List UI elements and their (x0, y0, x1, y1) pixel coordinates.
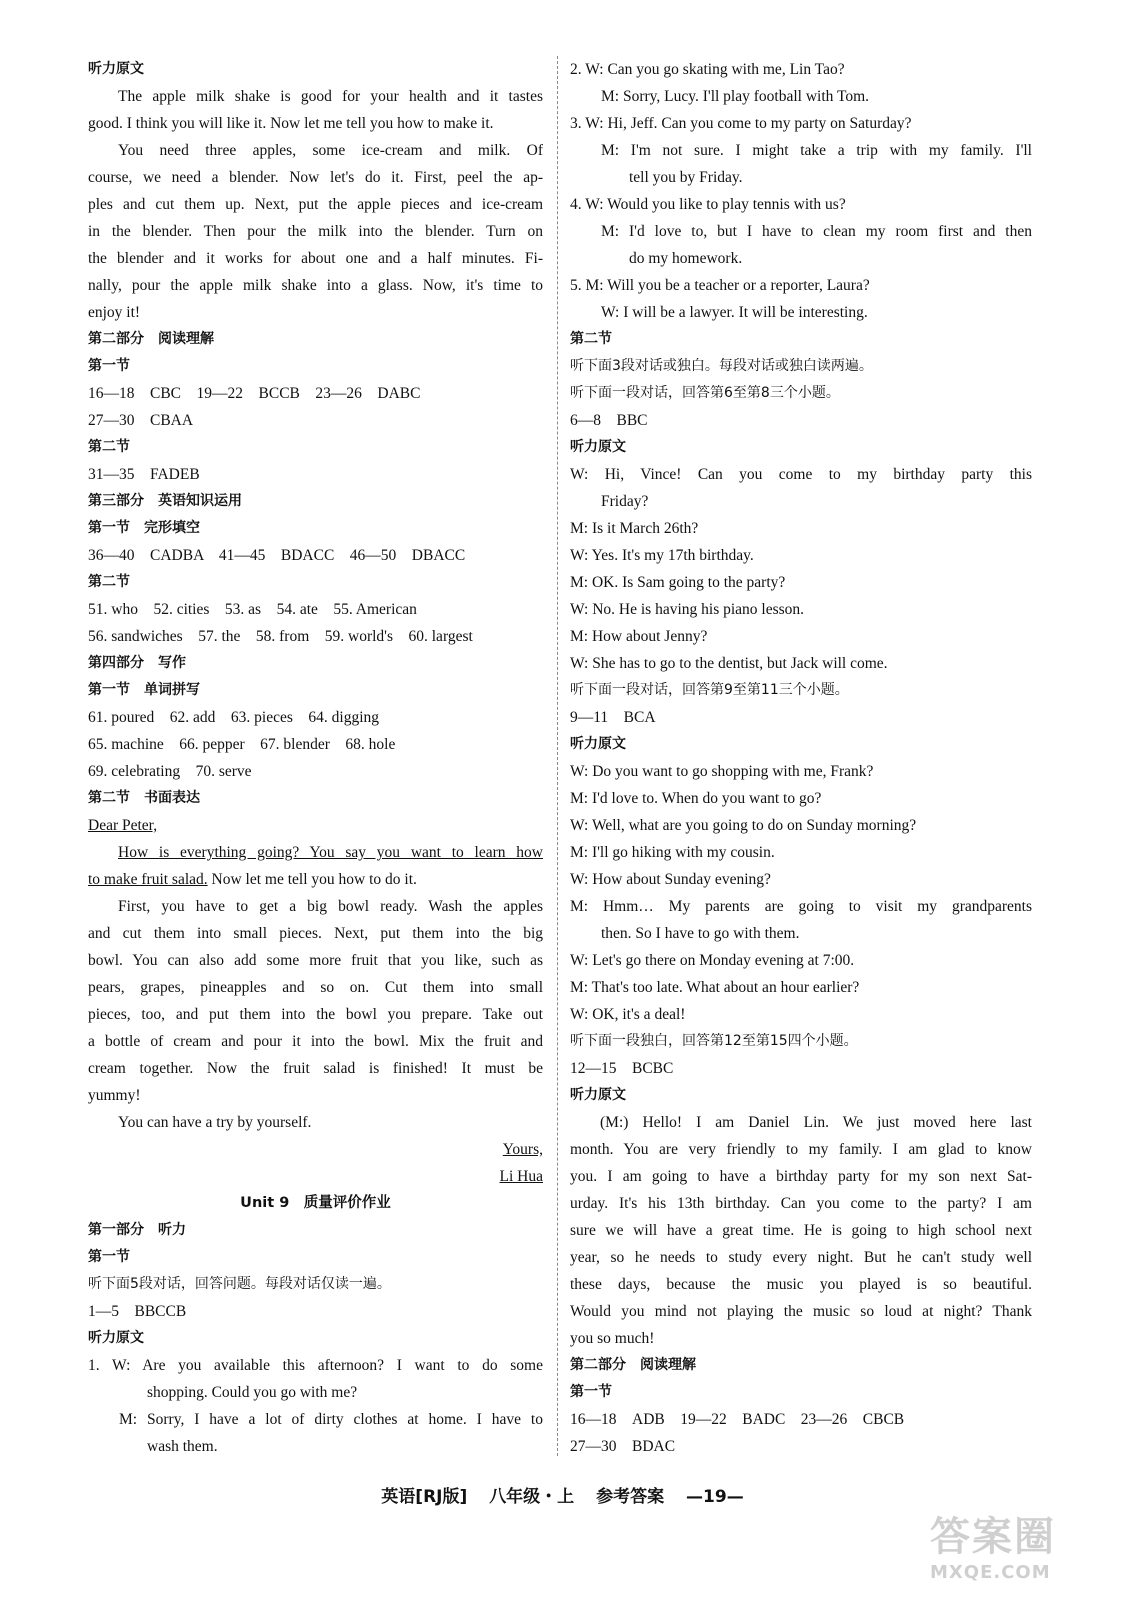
section-heading: 第二部分 阅读理解 (570, 1357, 696, 1373)
text-line: pieces, too, and put them into the bowl you prepare. Take out (88, 1006, 543, 1023)
text-line: 9—11 BCA (570, 709, 656, 726)
text-line: W: Let's go there on Monday evening at 7:00. (570, 952, 855, 969)
section-heading: 第四部分 写作 (88, 655, 186, 671)
section-heading: 听力原文 (570, 1087, 626, 1103)
text-line: M: I'd love to. When do you want to go? (570, 790, 822, 807)
text-line: 27—30 CBAA (88, 412, 194, 429)
text-line: then. So I have to go with them. (601, 925, 800, 942)
text-line: 5. M: Will you be a teacher or a reporter, Laura? (570, 277, 870, 294)
text-line: 61. poured 62. add 63. pieces 64. digging (88, 709, 380, 726)
text-line: month. You are very friendly to my family. I am glad to know (570, 1141, 1032, 1158)
section-heading: 第一节 (88, 358, 130, 374)
text-line: 1—5 BBCCB (88, 1303, 187, 1320)
section-heading: 听力原文 (570, 736, 626, 752)
text-line: W: I will be a lawyer. It will be interesting. (601, 304, 868, 321)
text-line: M: That's too late. What about an hour earlier? (570, 979, 860, 996)
text-line: W: How about Sunday evening? (570, 871, 771, 888)
text-line: (M:) Hello! I am Daniel Lin. We just moved here last (600, 1114, 1032, 1131)
text-line: M: Is it March 26th? (570, 520, 699, 537)
text-line: these days, because the music you played is so beautiful. (570, 1276, 1032, 1293)
text-line: 3. W: Hi, Jeff. Can you come to my party on Saturday? (570, 115, 912, 132)
text-line: W: Hi, Vince! Can you come to my birthday party this (570, 466, 1032, 483)
footer-page-number: —19— (686, 1487, 744, 1507)
text-line: ples and cut them up. Next, put the apple pieces and ice-cream (88, 196, 543, 213)
text-line: W: No. He is having his piano lesson. (570, 601, 805, 618)
instruction-line: 听下面一段对话，回答第6至第8三个小题。 (570, 385, 840, 401)
text-line: M: Sorry, I have a lot of dirty clothes at home. I have to (119, 1411, 543, 1428)
text-line: you. I am going to have a birthday party for my son next Sat- (570, 1168, 1032, 1185)
text-line: M: I'm not sure. I might take a trip with my family. I'll (601, 142, 1032, 159)
right-column (570, 56, 1032, 1460)
text-line: 16—18 CBC 19—22 BCCB 23—26 DABC (88, 385, 421, 402)
text-line: 4. W: Would you like to play tennis with us? (570, 196, 846, 213)
text-line: do my homework. (629, 250, 743, 267)
text-line: a bottle of cream and pour it into the bowl. Mix the fruit and (88, 1033, 543, 1050)
text-line: course, we need a blender. Now let's do it. First, peel the ap- (88, 169, 543, 186)
section-heading: 第二节 书面表达 (88, 790, 200, 806)
instruction-line: 听下面一段对话，回答第9至第11三个小题。 (570, 682, 849, 698)
text-line: Friday? (601, 493, 649, 510)
footer-label: 参考答案 (596, 1487, 665, 1507)
page-footer (0, 1482, 1125, 1507)
text-line: 2. W: Can you go skating with me, Lin Tao? (570, 61, 845, 78)
text-line: You can have a try by yourself. (118, 1114, 312, 1131)
text-line: 6—8 BBC (570, 412, 648, 429)
section-heading: 听力原文 (570, 439, 626, 455)
instruction-line: 听下面5段对话，回答问题。每段对话仅读一遍。 (88, 1276, 391, 1292)
text-line: 56. sandwiches 57. the 58. from 59. world's 60. largest (88, 628, 473, 645)
section-heading: 第一节 完形填空 (88, 520, 200, 536)
text-line: 16—18 ADB 19—22 BADC 23—26 CBCB (570, 1411, 905, 1428)
text-line: 12—15 BCBC (570, 1060, 674, 1077)
section-heading: 听力原文 (88, 1330, 144, 1346)
left-column (88, 56, 543, 1460)
text-line: shopping. Could you go with me? (147, 1384, 358, 1401)
text-line: year, so he needs to study every night. But he can't study well (570, 1249, 1032, 1266)
text-line: W: She has to go to the dentist, but Jack will come. (570, 655, 888, 672)
text-line: the blender and it works for about one and a half minutes. Fi- (88, 250, 543, 267)
instruction-line: 听下面3段对话或独白。每段对话或独白读两遍。 (570, 358, 873, 374)
text-line: enjoy it! (88, 304, 141, 321)
text-line: tell you by Friday. (629, 169, 743, 186)
text-line: 27—30 BDAC (570, 1438, 676, 1455)
footer-grade: 八年级・上 (489, 1487, 575, 1507)
watermark-url: MXQE.COM (930, 1562, 1051, 1583)
section-heading: 第三部分 英语知识运用 (88, 493, 242, 509)
text-line: Yours, (502, 1141, 543, 1158)
text-line: 31—35 FADEB (88, 466, 200, 483)
section-heading: 第一部分 听力 (88, 1222, 186, 1238)
footer-subject: 英语[RJ版] (381, 1487, 468, 1507)
section-heading: 第二节 (88, 574, 130, 590)
section-heading: 第一节 单词拼写 (88, 682, 200, 698)
text-line: cream together. Now the fruit salad is finished! It must be (88, 1060, 543, 1077)
section-heading: 第二节 (88, 439, 130, 455)
text-line: nally, pour the apple milk shake into a glass. Now, it's time to (88, 277, 543, 294)
text-line: pears, grapes, pineapples and so on. Cut them into small (88, 979, 543, 996)
text-line: in the blender. Then pour the milk into the blender. Turn on (88, 223, 543, 240)
section-heading: 第二节 (570, 331, 612, 347)
text-line: 69. celebrating 70. serve (88, 763, 252, 780)
unit-title: Unit 9 质量评价作业 (240, 1195, 391, 1211)
text-line: M: Hmm… My parents are going to visit my grandparents (570, 898, 1032, 915)
section-heading: 第一节 (570, 1384, 612, 1400)
text-line: M: I'd love to, but I have to clean my room first and then (601, 223, 1032, 240)
column-divider (557, 56, 558, 1456)
text-line: M: How about Jenny? (570, 628, 708, 645)
text-line: wash them. (147, 1438, 218, 1455)
watermark-logo (930, 1505, 1110, 1595)
text-line: Li Hua (499, 1168, 543, 1185)
text-line: M: I'll go hiking with my cousin. (570, 844, 775, 861)
instruction-line: 听下面一段独白，回答第12至第15四个小题。 (570, 1033, 858, 1049)
watermark-title: 答案圈 (930, 1514, 1056, 1560)
text-line: and cut them into small pieces. Next, put them into the big (88, 925, 543, 942)
text-line: W: Well, what are you going to do on Sunday morning? (570, 817, 917, 834)
text-line: urday. It's his 13th birthday. Can you come to the party? I am (570, 1195, 1032, 1212)
text-line: The apple milk shake is good for your health and it tastes (118, 88, 543, 105)
text-line: sure we will have a great time. He is going to high school next (570, 1222, 1032, 1239)
text-line: to make fruit salad. Now let me tell you how to do it. (88, 871, 417, 888)
text-line: M: OK. Is Sam going to the party? (570, 574, 786, 591)
section-heading: 第一节 (88, 1249, 130, 1265)
text-line: How is everything going? You say you want to learn how (118, 844, 543, 861)
text-line: 36—40 CADBA 41—45 BDACC 46—50 DBACC (88, 547, 466, 564)
text-line: yummy! (88, 1087, 141, 1104)
text-line: Dear Peter, (88, 817, 158, 834)
section-heading: 第二部分 阅读理解 (88, 331, 214, 347)
text-line: You need three apples, some ice-cream and milk. Of (118, 142, 543, 159)
text-line: you so much! (570, 1330, 655, 1347)
text-line: 1. W: Are you available this afternoon? I want to do some (88, 1357, 543, 1374)
text-line: Would you mind not playing the music so loud at night? Thank (570, 1303, 1032, 1320)
section-heading: 听力原文 (88, 61, 144, 77)
text-line: W: Do you want to go shopping with me, Frank? (570, 763, 874, 780)
text-line: 65. machine 66. pepper 67. blender 68. hole (88, 736, 396, 753)
text-line: M: Sorry, Lucy. I'll play football with Tom. (601, 88, 870, 105)
text-line: bowl. You can also add some more fruit that you like, such as (88, 952, 543, 969)
text-line: First, you have to get a big bowl ready. Wash the apples (118, 898, 543, 915)
text-line: good. I think you will like it. Now let me tell you how to make it. (88, 115, 494, 132)
text-line: W: Yes. It's my 17th birthday. (570, 547, 754, 564)
text-line: W: OK, it's a deal! (570, 1006, 686, 1023)
text-line: 51. who 52. cities 53. as 54. ate 55. American (88, 601, 417, 618)
